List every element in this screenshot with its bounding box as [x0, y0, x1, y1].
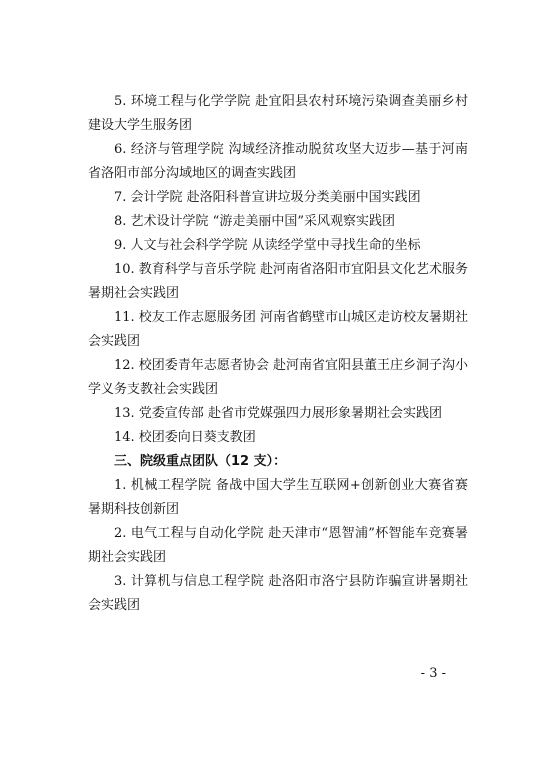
page-number: - 3 -	[420, 666, 446, 681]
list-item-5: 5. 环境工程与化学学院 赴宜阳县农村环境污染调查美丽乡村建设大学生服务团	[88, 94, 468, 133]
list-item-14: 14. 校团委向日葵支教团	[114, 430, 256, 445]
section-item-1: 1. 机械工程学院 备战中国大学生互联网+创新创业大赛省赛暑期科技创新团	[88, 478, 468, 517]
section-heading: 三、院级重点团队（12 支）：	[114, 454, 287, 469]
list-item-11: 11. 校友工作志愿服务团 河南省鹤壁市山城区走访校友暑期社会实践团	[88, 310, 468, 349]
section-item-3: 3. 计算机与信息工程学院 赴洛阳市洛宁县防诈骗宣讲暑期社会实践团	[88, 574, 468, 613]
list-item-12: 12. 校团委青年志愿者协会 赴河南省宜阳县董王庄乡洞子沟小学义务支教社会实践团	[88, 358, 468, 397]
list-item-8: 8. 艺术设计学院 “游走美丽中国”采风观察实践团	[114, 214, 395, 229]
list-item-13: 13. 党委宣传部 赴省市党媒强四力展形象暑期社会实践团	[114, 406, 442, 421]
list-item-7: 7. 会计学院 赴洛阳科普宣讲垃圾分类美丽中国实践团	[114, 190, 421, 205]
list-item-10: 10. 教育科学与音乐学院 赴河南省洛阳市宜阳县文化艺术服务暑期社会实践团	[88, 262, 468, 301]
list-item-6: 6. 经济与管理学院 沟域经济推动脱贫攻坚大迈步—基于河南省洛阳市部分沟域地区的调查实践团	[88, 142, 468, 181]
list-item-9: 9. 人文与社会科学学院 从读经学堂中寻找生命的坐标	[114, 238, 421, 253]
section-item-2: 2. 电气工程与自动化学院 赴天津市“恩智浦”杯智能车竞赛暑期社会实践团	[88, 526, 468, 565]
document-body	[88, 90, 468, 618]
